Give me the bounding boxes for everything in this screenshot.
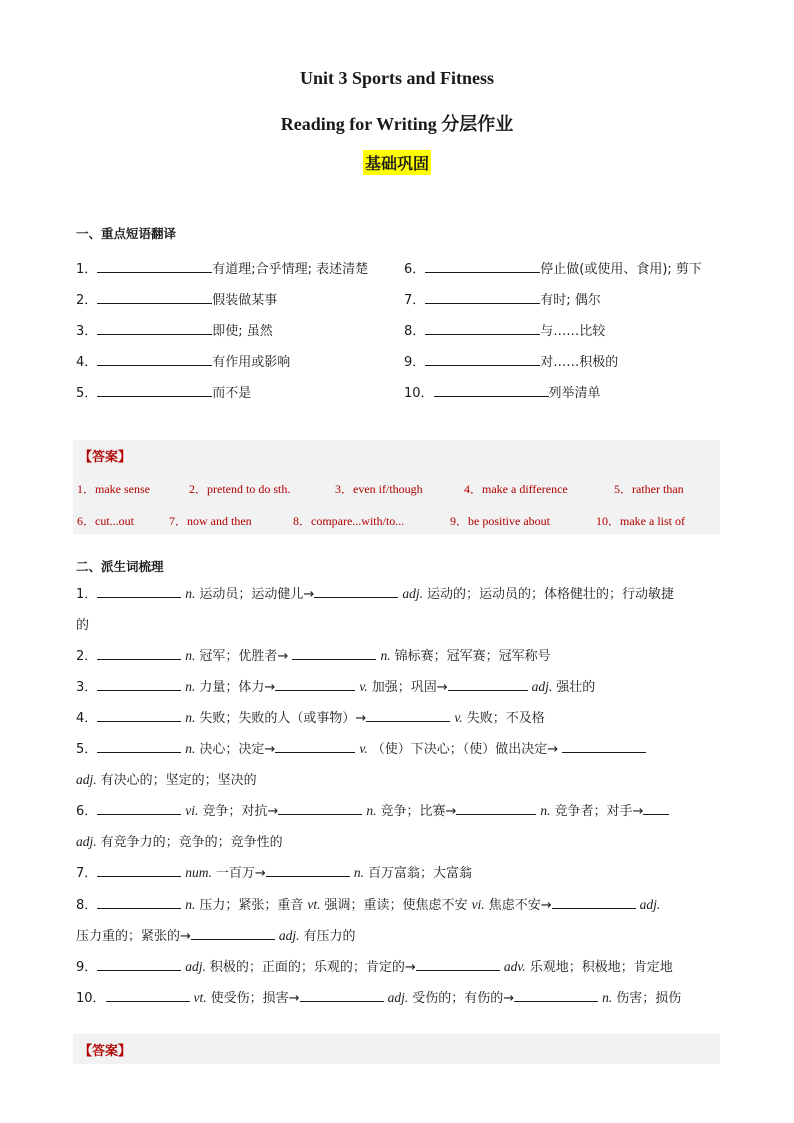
item-number: 7．	[76, 866, 98, 881]
answer-blank[interactable]	[97, 291, 212, 304]
answer-blank[interactable]	[275, 740, 355, 753]
answer-blank[interactable]	[97, 585, 181, 598]
item-number: 10．	[76, 991, 106, 1006]
item-number: 5．	[76, 742, 98, 757]
item-number: 1．	[76, 262, 98, 277]
answer-blank[interactable]	[97, 709, 181, 722]
answer-blank[interactable]	[643, 802, 669, 815]
phrase-meaning: 有作用或影响	[212, 355, 291, 370]
part-of-speech: n.	[366, 803, 377, 818]
word-meaning: 有决心的；坚定的；坚决的	[100, 773, 257, 788]
answer-blank[interactable]	[425, 322, 540, 335]
part-of-speech: n.	[353, 865, 364, 880]
item-number: 9．	[76, 960, 98, 975]
item-number: 2．	[76, 293, 98, 308]
derivation-line	[76, 894, 664, 913]
word-meaning: （使）下决心；（使）做出决定→	[371, 742, 559, 757]
answer-blank[interactable]	[97, 864, 181, 877]
word-meaning: 强调；重读；使焦虑不安	[324, 898, 468, 913]
answer-blank[interactable]	[448, 678, 528, 691]
answer-label: 【答案】	[79, 450, 132, 465]
phrase-meaning: 列举清单	[548, 386, 601, 401]
phrase-row	[76, 289, 277, 308]
part-of-speech: vt.	[193, 990, 207, 1005]
derivation-line	[76, 645, 551, 664]
answer-blank[interactable]	[97, 353, 212, 366]
item-number: 8．	[76, 898, 98, 913]
part-of-speech: vt.	[307, 897, 321, 912]
word-meaning: 受伤的；有伤的→	[412, 991, 515, 1006]
word-meaning: 焦虑不安→	[488, 898, 552, 913]
part-of-speech: vi.	[185, 803, 199, 818]
answer-blank[interactable]	[97, 678, 181, 691]
derivation-line	[76, 987, 681, 1006]
answer-item: 5．rather than	[614, 482, 684, 496]
part-of-speech: adj.	[531, 679, 553, 694]
word-meaning: 失败；失败的人（或事物）→	[199, 711, 367, 726]
page-title: Unit 3 Sports and Fitness	[299, 68, 495, 88]
item-number: 8．	[404, 324, 426, 339]
answer-item: 9．be positive about	[450, 514, 550, 528]
part-of-speech: adj.	[639, 897, 661, 912]
part-of-speech: n.	[185, 648, 196, 663]
item-number: 1．	[76, 587, 98, 602]
part-of-speech: n.	[380, 648, 391, 663]
answer-box-1	[73, 440, 720, 534]
derivation-line	[76, 925, 356, 944]
phrase-row	[404, 258, 702, 277]
answer-blank[interactable]	[425, 353, 540, 366]
phrase-meaning: 有时; 偶尔	[540, 293, 601, 308]
answer-item: 6．cut...out	[77, 514, 134, 528]
answer-blank[interactable]	[425, 260, 540, 273]
word-meaning: 运动员；运动健儿→	[199, 587, 315, 602]
part-of-speech: adj.	[387, 990, 409, 1005]
word-meaning: 有压力的	[303, 929, 356, 944]
part-of-speech: v.	[359, 679, 368, 694]
derivation-line	[76, 583, 674, 602]
phrase-meaning: 即使; 虽然	[212, 324, 273, 339]
part-of-speech: adv.	[503, 959, 526, 974]
answer-blank[interactable]	[434, 384, 549, 397]
answer-blank[interactable]	[425, 291, 540, 304]
word-meaning: 伤害；损伤	[616, 991, 682, 1006]
phrase-row	[404, 382, 601, 401]
answer-item: 1．make sense	[77, 482, 150, 496]
phrase-meaning: 而不是	[212, 386, 252, 401]
item-number: 6．	[404, 262, 426, 277]
word-meaning: 压力重的；紧张的→	[76, 929, 191, 944]
derivation-line	[76, 738, 646, 757]
answer-blank[interactable]	[97, 260, 212, 273]
item-number: 2．	[76, 649, 98, 664]
derivation-line	[76, 956, 673, 975]
derivation-line	[76, 614, 89, 633]
answer-blank[interactable]	[97, 322, 212, 335]
answer-blank[interactable]	[97, 384, 212, 397]
phrase-row	[76, 320, 273, 339]
phrase-meaning: 有道理;合乎情理; 表述清楚	[212, 262, 369, 277]
answer-blank[interactable]	[275, 678, 355, 691]
word-meaning: 使受伤；损害→	[210, 991, 300, 1006]
part-of-speech: adj.	[278, 928, 300, 943]
part-of-speech: num.	[185, 865, 212, 880]
word-meaning: 加强；巩固→	[371, 680, 448, 695]
answer-blank[interactable]	[278, 802, 362, 815]
answer-blank[interactable]	[416, 958, 500, 971]
part-of-speech: n.	[185, 586, 196, 601]
answer-blank[interactable]	[552, 896, 636, 909]
phrase-row	[404, 351, 618, 370]
word-meaning: 积极的；正面的；乐观的；肯定的→	[209, 960, 416, 975]
part-of-speech: vi.	[471, 897, 485, 912]
phrase-row	[76, 351, 290, 370]
answer-blank[interactable]	[97, 802, 181, 815]
item-number: 4．	[76, 711, 98, 726]
answer-item: 2．pretend to do sth.	[189, 482, 291, 496]
word-meaning: 压力；紧张；重音	[199, 898, 304, 913]
part-of-speech: adj.	[76, 834, 97, 849]
word-meaning: 竞争；比赛→	[380, 804, 457, 819]
answer-box-2	[73, 1034, 720, 1064]
part-of-speech: adj.	[185, 959, 206, 974]
part-of-speech: adj.	[76, 772, 97, 787]
section1-heading: 一、重点短语翻译	[76, 226, 177, 241]
word-meaning: 锦标赛；冠军赛；冠军称号	[394, 649, 551, 664]
phrase-meaning: 对……积极的	[540, 355, 619, 370]
derivation-line	[76, 676, 595, 695]
level-badge: 基础巩固	[363, 150, 431, 175]
answer-item: 4．make a difference	[464, 482, 568, 496]
phrase-meaning: 与……比较	[540, 324, 606, 339]
part-of-speech: n.	[602, 990, 613, 1005]
answer-blank[interactable]	[514, 989, 598, 1002]
answer-blank[interactable]	[266, 864, 350, 877]
part-of-speech: n.	[185, 741, 196, 756]
part-of-speech: n.	[185, 710, 196, 725]
item-number: 6．	[76, 804, 98, 819]
answer-blank[interactable]	[97, 647, 181, 660]
item-number: 9．	[404, 355, 426, 370]
part-of-speech: v.	[454, 710, 463, 725]
section2-heading: 二、派生词梳理	[76, 559, 164, 574]
item-number: 4．	[76, 355, 98, 370]
answer-blank[interactable]	[314, 585, 398, 598]
badge-wrap	[0, 150, 794, 175]
answer-blank[interactable]	[97, 958, 181, 971]
part-of-speech: adj.	[402, 586, 423, 601]
answer-item: 10．make a list of	[596, 514, 685, 528]
part-of-speech: n.	[185, 897, 196, 912]
item-number: 3．	[76, 324, 98, 339]
answer-blank[interactable]	[106, 989, 190, 1002]
word-meaning: 竞争；对抗→	[202, 804, 279, 819]
part-of-speech: n.	[540, 803, 551, 818]
item-number: 10．	[404, 386, 434, 401]
word-meaning: 力量；体力→	[199, 680, 276, 695]
answer-blank[interactable]	[300, 989, 384, 1002]
word-meaning: 失败；不及格	[466, 711, 545, 726]
derivation-line	[76, 831, 283, 850]
phrase-meaning: 假装做某事	[212, 293, 278, 308]
answer-blank[interactable]	[292, 647, 376, 660]
word-meaning: 强壮的	[556, 680, 596, 695]
part-of-speech: n.	[185, 679, 196, 694]
phrase-meaning: 停止做(或使用、食用); 剪下	[540, 262, 702, 277]
word-meaning: 运动的；运动员的；体格健壮的；行动敏捷	[426, 587, 674, 602]
phrase-row	[76, 258, 368, 277]
word-meaning: 乐观地；积极地；肯定地	[529, 960, 673, 975]
word-meaning: 百万富翁；大富翁	[367, 866, 472, 881]
answer-blank[interactable]	[191, 927, 275, 940]
answer-item: 8．compare...with/to...	[293, 514, 405, 528]
derivation-line	[76, 707, 545, 726]
page-subtitle: Reading for Writing 分层作业	[280, 114, 514, 134]
word-meaning: 的	[76, 618, 90, 633]
derivation-line	[76, 862, 472, 881]
word-meaning: 冠军；优胜者→	[199, 649, 289, 664]
item-number: 7．	[404, 293, 426, 308]
item-number: 5．	[76, 386, 98, 401]
answer-label: 【答案】	[79, 1044, 132, 1059]
answer-blank[interactable]	[456, 802, 536, 815]
answer-blank[interactable]	[562, 740, 646, 753]
phrase-row	[76, 382, 251, 401]
phrase-row	[404, 320, 605, 339]
word-meaning: 竞争者；对手→	[554, 804, 644, 819]
word-meaning: 决心；决定→	[199, 742, 276, 757]
part-of-speech: v.	[359, 741, 368, 756]
answer-item: 3．even if/though	[335, 482, 423, 496]
derivation-line	[76, 769, 257, 788]
answer-item: 7．now and then	[169, 514, 252, 528]
derivation-line	[76, 800, 669, 819]
word-meaning: 有竞争力的；竞争的；竞争性的	[100, 835, 283, 850]
item-number: 3．	[76, 680, 98, 695]
phrase-row	[404, 289, 601, 308]
answer-blank[interactable]	[97, 740, 181, 753]
answer-blank[interactable]	[366, 709, 450, 722]
answer-blank[interactable]	[97, 896, 181, 909]
word-meaning: 一百万→	[215, 866, 266, 881]
